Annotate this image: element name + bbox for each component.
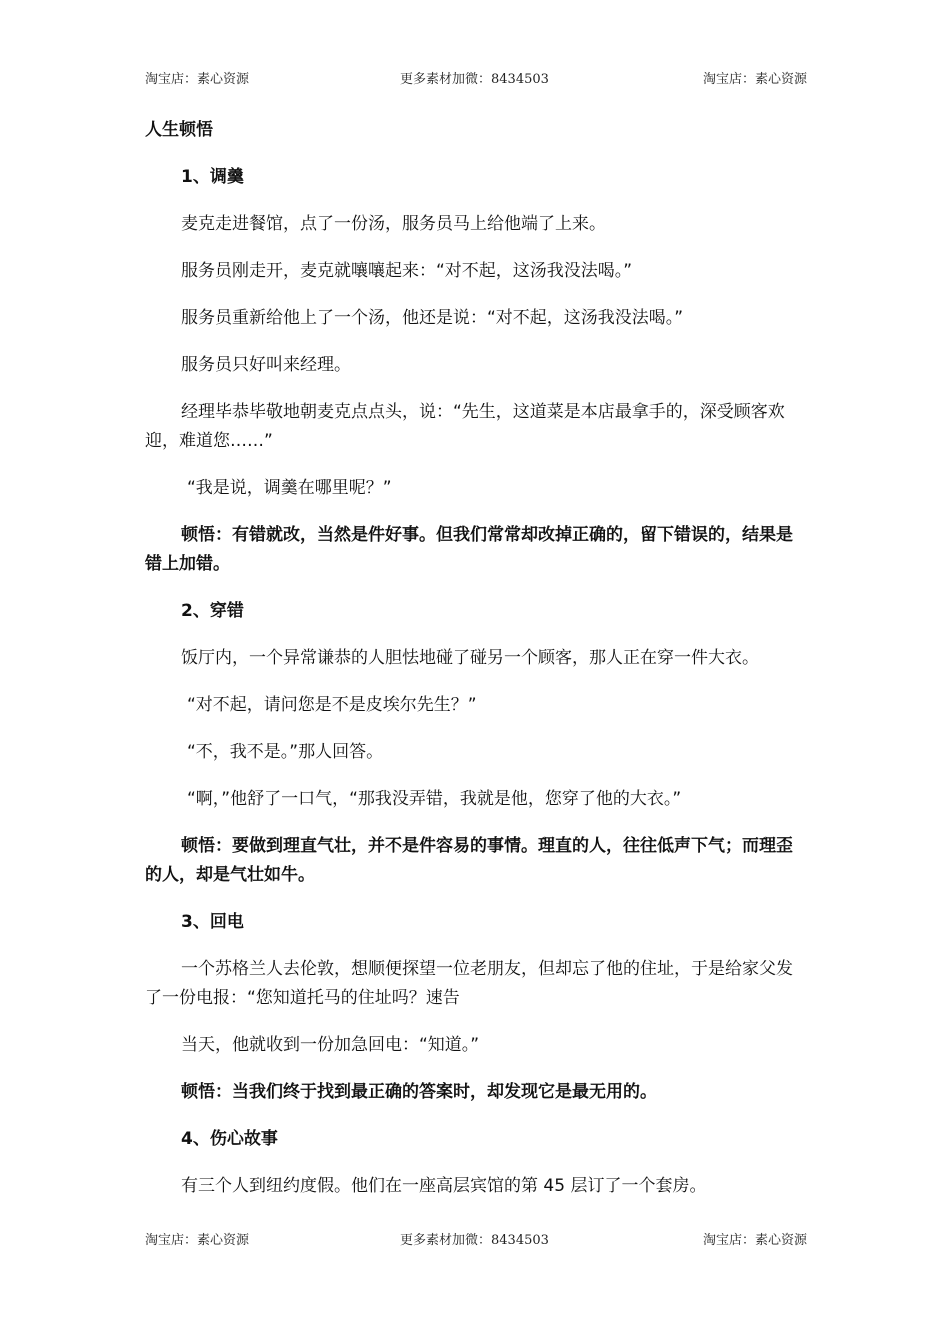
section-heading: 4、伤心故事: [181, 1129, 278, 1149]
section-heading: 1、调羹: [181, 167, 244, 187]
paragraph: 当天，他就收到一份加急回电：“知道。”: [181, 1035, 480, 1055]
insight-paragraph: 顿悟：当我们终于找到最正确的答案时，却发现它是最无用的。: [181, 1082, 657, 1102]
document-title: 人生顿悟: [145, 120, 213, 140]
header-left-text: 淘宝店：素心资源: [145, 72, 250, 87]
paragraph: “我是说，调羹在哪里呢？”: [187, 478, 392, 498]
paragraph: “不，我不是。”那人回答。: [187, 742, 384, 762]
paragraph: “对不起，请问您是不是皮埃尔先生？”: [187, 695, 477, 715]
footer-right-text: 淘宝店：素心资源: [702, 1233, 807, 1248]
header-right-text: 淘宝店：素心资源: [702, 72, 807, 87]
footer-center-text: 更多素材加微：8434503: [400, 1233, 549, 1248]
insight-paragraph: 顿悟：有错就改，当然是件好事。但我们常常却改掉正确的，留下错误的，结果是错上加错。: [145, 525, 793, 574]
paragraph: “啊，”他舒了一口气，“那我没弄错，我就是他，您穿了他的大衣。”: [187, 789, 682, 809]
page-footer: [145, 1229, 807, 1249]
header-center-text: 更多素材加微：8434503: [400, 72, 549, 87]
document-body: [145, 116, 807, 1219]
section-heading: 2、穿错: [181, 601, 244, 621]
paragraph: 服务员只好叫来经理。: [181, 355, 351, 375]
footer-left-text: 淘宝店：素心资源: [145, 1233, 250, 1248]
insight-paragraph: 顿悟：要做到理直气壮，并不是件容易的事情。理直的人，往往低声下气；而理歪的人，却是气壮如牛。: [145, 836, 793, 885]
paragraph: 一个苏格兰人去伦敦，想顺便探望一位老朋友，但却忘了他的住址，于是给家父发了一份电报：“您知道托马的住址吗？速告: [145, 959, 793, 1008]
page-header: [145, 68, 807, 88]
paragraph: 有三个人到纽约度假。他们在一座高层宾馆的第 45 层订了一个套房。: [181, 1176, 707, 1196]
section-heading: 3、回电: [181, 912, 244, 932]
paragraph: 麦克走进餐馆，点了一份汤，服务员马上给他端了上来。: [181, 214, 606, 234]
paragraph: 服务员重新给他上了一个汤，他还是说：“对不起，这汤我没法喝。”: [181, 308, 684, 328]
paragraph: 饭厅内，一个异常谦恭的人胆怯地碰了碰另一个顾客，那人正在穿一件大衣。: [181, 648, 759, 668]
paragraph: 服务员刚走开，麦克就嚷嚷起来：“对不起，这汤我没法喝。”: [181, 261, 633, 281]
paragraph: 经理毕恭毕敬地朝麦克点点头，说：“先生，这道菜是本店最拿手的，深受顾客欢迎，难道您……”: [145, 402, 785, 451]
